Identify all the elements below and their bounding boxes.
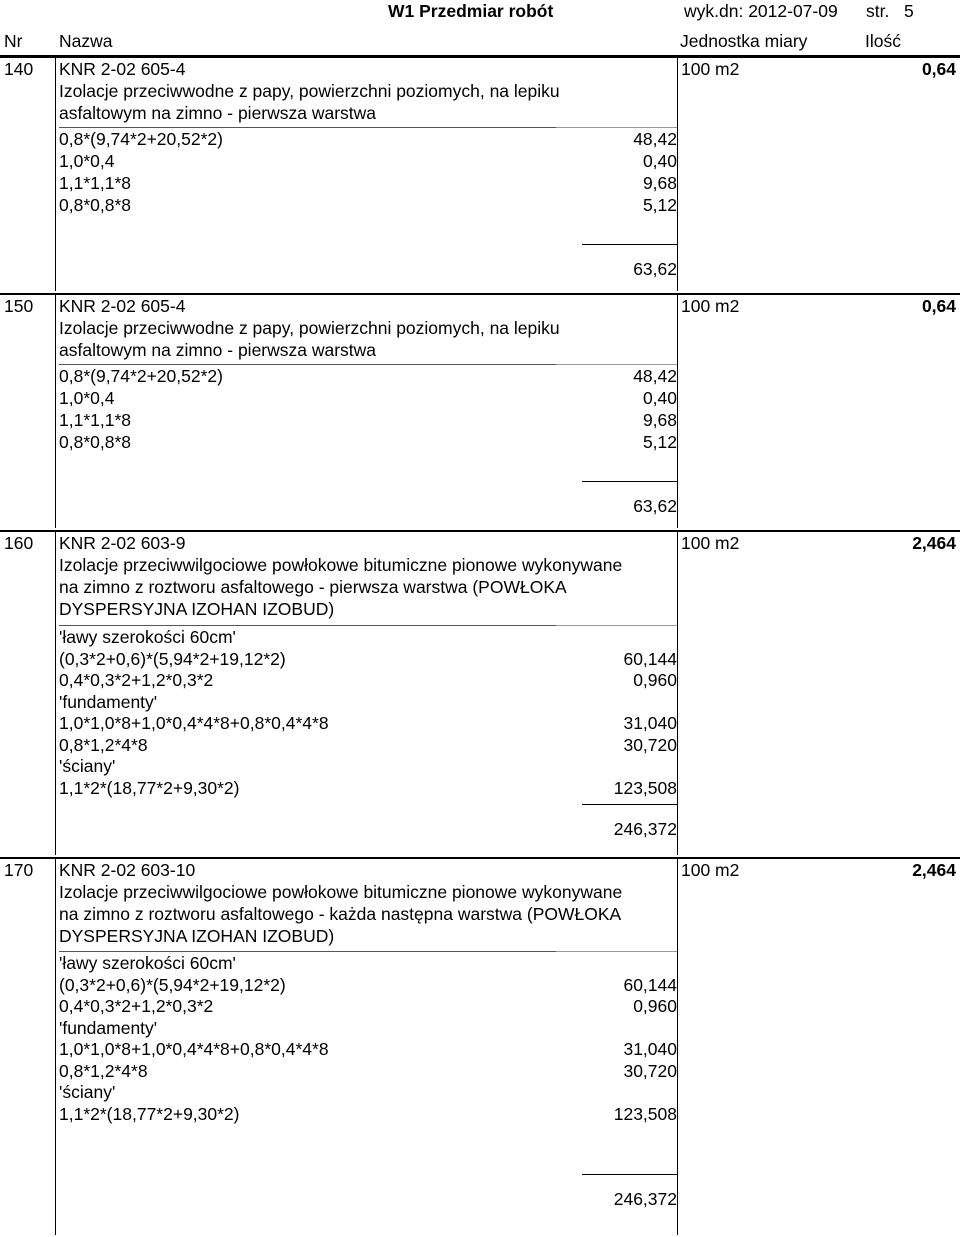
column-divider <box>55 56 56 291</box>
calc-value: 5,12 <box>642 195 677 215</box>
calc-value: 48,42 <box>633 366 677 386</box>
item-description-line: asfaltowym na zimno - pierwsza warstwa <box>59 103 377 123</box>
item-number: 160 <box>4 533 34 553</box>
calc-value: 31,040 <box>623 713 677 733</box>
item-code: KNR 2-02 603-10 <box>59 860 196 880</box>
calc-expression: 'ławy szerokości 60cm' <box>59 627 236 647</box>
item-number: 140 <box>4 59 34 79</box>
calc-value: 5,12 <box>642 432 677 452</box>
calc-expression: 'ściany' <box>59 756 116 776</box>
column-header-unit: Jednostka miary <box>680 31 808 51</box>
calc-value: 9,68 <box>642 410 677 430</box>
calc-value: 0,40 <box>642 388 677 408</box>
calc-total: 63,62 <box>633 496 677 516</box>
calc-total: 246,372 <box>613 819 677 839</box>
calc-expression: 'fundamenty' <box>59 1017 158 1038</box>
item-description-line: Izolacje przeciwwodne z papy, powierzchni poziomych, na lepiku <box>59 81 560 101</box>
calc-value: 123,508 <box>613 777 677 798</box>
item-separator <box>0 857 960 859</box>
calc-value: 60,144 <box>623 648 677 669</box>
item-separator <box>0 530 960 532</box>
column-header-nr: Nr <box>4 31 23 51</box>
item-quantity: 2,464 <box>912 860 956 880</box>
calc-expression: 1,1*1,1*8 <box>59 173 132 193</box>
calc-expression: 0,8*1,2*4*8 <box>59 734 148 755</box>
calc-expression: 1,1*2*(18,77*2+9,30*2) <box>59 777 240 798</box>
calc-expression: (0,3*2+0,6)*(5,94*2+19,12*2) <box>59 648 286 669</box>
calc-value: 0,960 <box>633 670 677 690</box>
calc-expression: 0,8*(9,74*2+20,52*2) <box>59 129 223 149</box>
item-quantity: 2,464 <box>912 533 956 553</box>
item-unit: 100 m2 <box>681 59 740 79</box>
item-description-line: Izolacje przeciwwilgociowe powłokowe bitumiczne pionowe wykonywane <box>59 555 623 575</box>
calc-value: 123,508 <box>613 1103 677 1124</box>
document-title: W1 Przedmiar robót <box>388 1 554 21</box>
column-header-qty: Ilość <box>865 31 901 51</box>
calc-value: 31,040 <box>623 1039 677 1059</box>
item-separator <box>0 56 960 58</box>
page-label: str. <box>866 1 890 21</box>
calc-area-rule <box>556 364 677 365</box>
sum-rule <box>582 1174 677 1175</box>
column-header-name: Nazwa <box>59 31 113 51</box>
item-separator <box>0 293 960 295</box>
calc-expression: 0,4*0,3*2+1,2*0,3*2 <box>59 670 214 690</box>
calc-expression: 'ściany' <box>59 1082 116 1102</box>
item-quantity: 0,64 <box>921 296 956 316</box>
calc-area-rule <box>556 625 677 626</box>
calc-expression: (0,3*2+0,6)*(5,94*2+19,12*2) <box>59 974 286 995</box>
item-code: KNR 2-02 603-9 <box>59 533 186 553</box>
sum-rule <box>582 481 677 482</box>
calc-expression: 1,0*1,0*8+1,0*0,4*4*8+0,8*0,4*4*8 <box>59 713 329 733</box>
calc-expression: 0,8*0,8*8 <box>59 195 132 215</box>
calc-value: 0,960 <box>633 996 677 1016</box>
calc-value: 9,68 <box>642 173 677 193</box>
item-description-line: Izolacje przeciwwodne z papy, powierzchni poziomych, na lepiku <box>59 318 560 338</box>
sum-rule <box>582 804 677 805</box>
item-description-line: asfaltowym na zimno - pierwsza warstwa <box>59 340 377 360</box>
calc-expression: 'fundamenty' <box>59 691 158 712</box>
column-divider <box>55 857 56 1235</box>
calc-area-rule <box>59 127 556 128</box>
sum-rule <box>582 244 677 245</box>
item-unit: 100 m2 <box>681 860 740 880</box>
item-quantity: 0,64 <box>921 59 956 79</box>
calc-expression: 1,1*1,1*8 <box>59 410 132 430</box>
item-code: KNR 2-02 605-4 <box>59 59 186 79</box>
column-divider <box>55 530 56 855</box>
item-description-line: DYSPERSYJNA IZOHAN IZOBUD) <box>59 599 335 619</box>
item-unit: 100 m2 <box>681 296 740 316</box>
calc-total: 246,372 <box>613 1189 677 1209</box>
calc-area-rule <box>59 625 556 626</box>
calc-expression: 0,4*0,3*2+1,2*0,3*2 <box>59 996 214 1016</box>
calc-expression: 1,0*0,4 <box>59 151 115 171</box>
item-description-line: DYSPERSYJNA IZOHAN IZOBUD) <box>59 926 335 946</box>
item-code: KNR 2-02 605-4 <box>59 296 186 316</box>
column-divider <box>55 293 56 528</box>
calc-value: 60,144 <box>623 974 677 995</box>
document-date: wyk.dn: 2012-07-09 <box>684 1 838 21</box>
calc-expression: 0,8*(9,74*2+20,52*2) <box>59 366 223 386</box>
column-divider <box>677 530 678 855</box>
item-number: 150 <box>4 296 34 316</box>
calc-expression: 1,0*1,0*8+1,0*0,4*4*8+0,8*0,4*4*8 <box>59 1039 329 1059</box>
item-description-line: na zimno z roztworu asfaltowego - pierwsza warstwa (POWŁOKA <box>59 577 567 597</box>
calc-expression: 'ławy szerokości 60cm' <box>59 953 236 973</box>
calc-area-rule <box>556 127 677 128</box>
calc-value: 0,40 <box>642 151 677 171</box>
item-unit: 100 m2 <box>681 533 740 553</box>
column-divider <box>677 857 678 1235</box>
calc-total: 63,62 <box>633 259 677 279</box>
item-number: 170 <box>4 860 34 880</box>
column-divider <box>677 56 678 291</box>
item-description-line: na zimno z roztworu asfaltowego - każda następna warstwa (POWŁOKA <box>59 904 622 924</box>
calc-expression: 1,0*0,4 <box>59 388 115 408</box>
calc-area-rule <box>59 951 556 952</box>
calc-expression: 0,8*1,2*4*8 <box>59 1060 148 1081</box>
calc-value: 30,720 <box>623 1060 677 1081</box>
calc-expression: 0,8*0,8*8 <box>59 432 132 452</box>
calc-area-rule <box>59 364 556 365</box>
column-divider <box>677 293 678 528</box>
item-description-line: Izolacje przeciwwilgociowe powłokowe bitumiczne pionowe wykonywane <box>59 882 623 902</box>
calc-area-rule <box>556 951 677 952</box>
calc-value: 48,42 <box>633 129 677 149</box>
page-number: 5 <box>904 1 914 21</box>
calc-value: 30,720 <box>623 734 677 755</box>
calc-expression: 1,1*2*(18,77*2+9,30*2) <box>59 1103 240 1124</box>
